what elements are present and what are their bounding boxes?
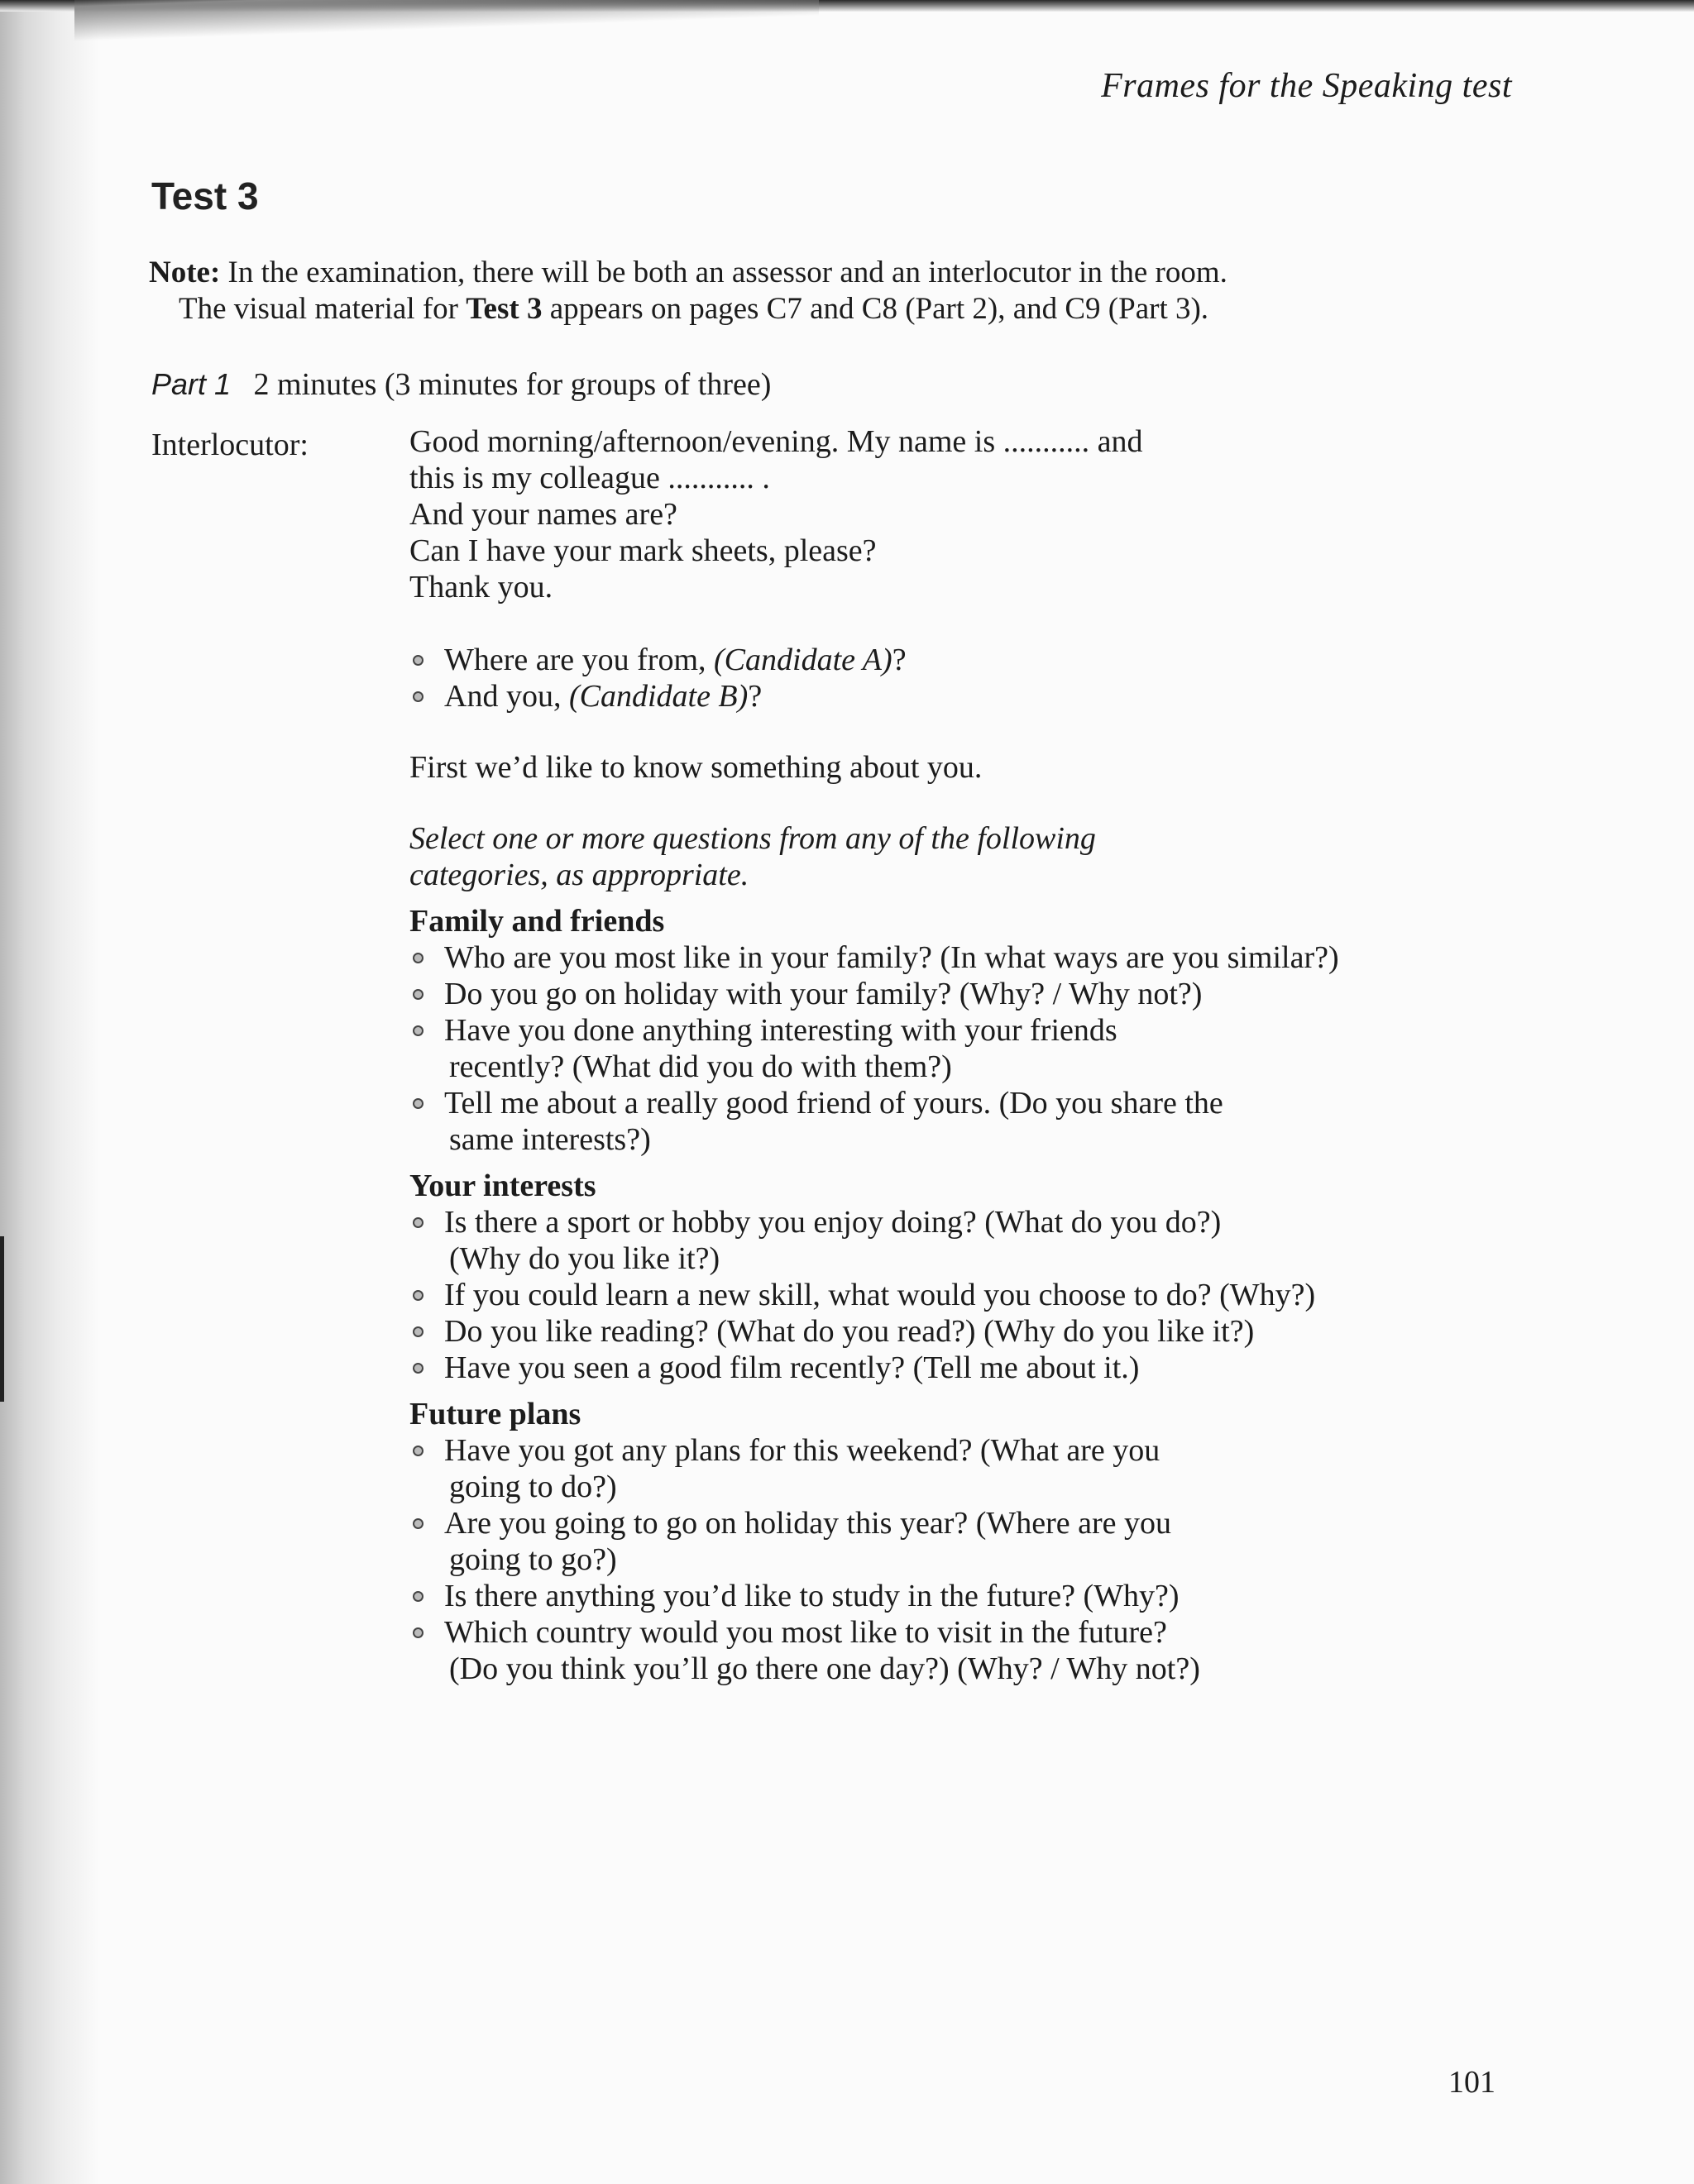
question-line: (Why do you like it?) — [449, 1241, 720, 1276]
page-title: Test 3 — [151, 174, 259, 217]
greeting-line: And your names are? — [409, 497, 677, 532]
list-item — [409, 1432, 1485, 1505]
bullet-icon — [413, 1217, 424, 1228]
note-line-2 — [149, 291, 1514, 327]
question-line: Have you done anything interesting with your friends — [444, 1013, 1117, 1048]
question-line: Is there a sport or hobby you enjoy doing? (What do you do?) — [444, 1205, 1222, 1240]
list-item — [409, 1313, 1485, 1350]
greeting-line: Good morning/afternoon/evening. My name is ........... and — [409, 424, 1143, 459]
question-line: (Do you think you’ll go there one day?) (Why? / Why not?) — [449, 1651, 1200, 1686]
page-number: 101 — [1448, 2065, 1495, 2100]
page-gutter-shadow — [0, 0, 99, 2184]
list-item — [409, 1350, 1485, 1386]
category-block — [409, 1396, 1485, 1687]
bullet-icon — [413, 655, 424, 666]
note-line-1: In the examination, there will be both an assessor and an interlocutor in the room. — [220, 256, 1227, 289]
question-line: Do you like reading? (What do you read?) (Why do you like it?) — [444, 1314, 1255, 1349]
question-line: Who are you most like in your family? (In what ways are you similar?) — [444, 940, 1339, 975]
list-item — [409, 1505, 1485, 1578]
list-item — [409, 1614, 1485, 1687]
list-item — [409, 939, 1485, 976]
note-label: Note: — [149, 256, 221, 289]
running-head: Frames for the Speaking test — [1101, 67, 1512, 105]
greeting-line: this is my colleague ........... . — [409, 461, 770, 495]
bullet-icon — [413, 989, 424, 1000]
question-line: Tell me about a really good friend of yours. (Do you share the — [444, 1086, 1223, 1121]
intro-sentence: First we’d like to know something about you. — [409, 750, 983, 785]
category-heading: Family and friends — [409, 904, 665, 939]
greeting-block — [409, 423, 1485, 605]
page-top-shadow — [74, 0, 819, 41]
category-questions — [409, 1204, 1485, 1386]
note-line-2-bold: Test 3 — [466, 292, 543, 326]
category-block — [409, 1168, 1485, 1386]
note-line-2-start: The visual material for — [179, 292, 467, 326]
candidate-placeholder: (Candidate B) — [568, 679, 749, 714]
question-line: Is there anything you’d like to study in the future? (Why?) — [444, 1579, 1180, 1613]
part-timing: 2 minutes (3 minutes for groups of three) — [253, 367, 772, 402]
bullet-icon — [413, 1446, 424, 1456]
bullet-icon — [413, 1025, 424, 1036]
list-item — [409, 1578, 1485, 1614]
greeting-line: Can I have your mark sheets, please? — [409, 533, 877, 568]
part-label: Part 1 — [151, 367, 232, 401]
candidate-placeholder: (Candidate A) — [714, 643, 892, 677]
question-categories — [409, 903, 1485, 1687]
question-line: Are you going to go on holiday this year? (Where are you — [444, 1506, 1172, 1541]
part-heading — [151, 366, 771, 403]
bullet-icon — [413, 691, 424, 702]
question-end: ? — [748, 679, 763, 714]
instruction-line: Select one or more questions from any of the following — [409, 821, 1096, 856]
category-heading: Your interests — [409, 1168, 596, 1203]
bullet-icon — [413, 1290, 424, 1301]
instruction-line: categories, as appropriate. — [409, 858, 749, 892]
question-line: Which country would you most like to visit in the future? — [444, 1615, 1167, 1650]
question-text: Where are you from, — [444, 643, 715, 677]
question-line: Do you go on holiday with your family? (Why? / Why not?) — [444, 977, 1203, 1011]
question-line: recently? (What did you do with them?) — [449, 1049, 952, 1084]
note-line-2-end: appears on pages C7 and C8 (Part 2), and C9 (Part 3). — [542, 292, 1209, 326]
bullet-icon — [413, 1098, 424, 1109]
question-line: If you could learn a new skill, what would you choose to do? (Why?) — [444, 1278, 1316, 1312]
note-paragraph — [149, 255, 1514, 327]
bullet-icon — [413, 1518, 424, 1529]
category-heading: Future plans — [409, 1397, 581, 1431]
list-item — [409, 1277, 1485, 1313]
bullet-icon — [413, 1591, 424, 1602]
list-item — [409, 1012, 1485, 1085]
list-item — [409, 976, 1485, 1012]
category-questions — [409, 939, 1485, 1158]
question-line: same interests?) — [449, 1122, 651, 1157]
greeting-line: Thank you. — [409, 570, 553, 605]
list-item — [409, 1085, 1485, 1158]
list-item — [409, 1204, 1485, 1277]
interlocutor-script — [409, 423, 1485, 1687]
question-line: going to do?) — [449, 1470, 617, 1504]
bullet-icon — [413, 1627, 424, 1638]
category-questions — [409, 1432, 1485, 1687]
question-end: ? — [892, 643, 907, 677]
question-text: And you, — [444, 679, 569, 714]
category-block — [409, 903, 1485, 1158]
question-line: going to go?) — [449, 1542, 617, 1577]
speaker-label: Interlocutor: — [151, 428, 309, 462]
intro-questions — [409, 642, 1485, 714]
bullet-icon — [413, 953, 424, 963]
list-item — [409, 642, 1485, 678]
bullet-icon — [413, 1326, 424, 1337]
bullet-icon — [413, 1363, 424, 1374]
question-line: Have you seen a good film recently? (Tell me about it.) — [444, 1350, 1140, 1385]
list-item — [409, 678, 1485, 714]
question-line: Have you got any plans for this weekend? (What are you — [444, 1433, 1160, 1468]
scan-edge-mark — [0, 1236, 4, 1402]
